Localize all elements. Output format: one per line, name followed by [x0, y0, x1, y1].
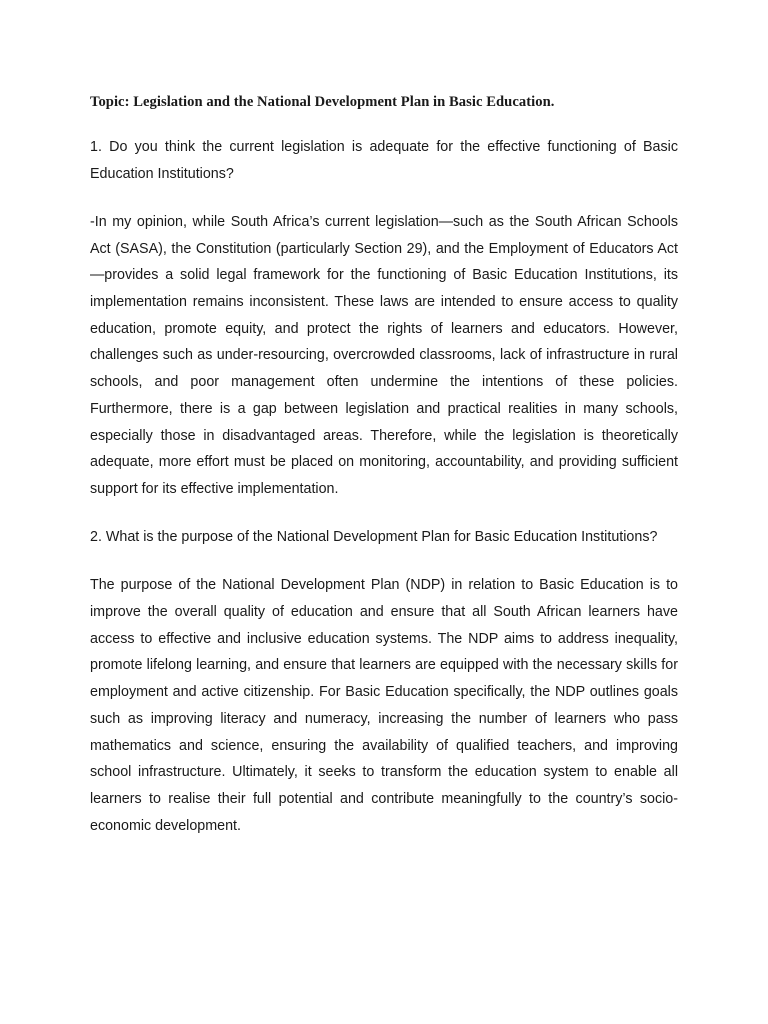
answer-1: -In my opinion, while South Africa’s current legislation—such as the South African Schools Act (SASA), the Constitution (particularly Section 29), and the Employment of Educators Act—provides a solid legal framework for the functioning of Basic Education Institutions, its implementation remains inconsistent. These laws are intended to ensure access to quality education, promote equity, and protect the rights of learners and educators. However, challenges such as under-resourcing, overcrowded classrooms, lack of infrastructure in rural schools, and poor management often undermine the intentions of these policies. Furthermore, there is a gap between legislation and practical realities in many schools, especially those in disadvantaged areas. Therefore, while the legislation is theoretically adequate, more effort must be placed on monitoring, accountability, and providing sufficient support for its effective implementation.	[90, 213, 678, 497]
document-body	[90, 91, 678, 861]
document-topic-heading: Topic: Legislation and the National Development Plan in Basic Education.	[90, 94, 555, 110]
question-2: 2. What is the purpose of the National Development Plan for Basic Education Institutions?	[90, 529, 658, 546]
question-1: 1. Do you think the current legislation is adequate for the effective functioning of Basic Education Institutions?	[90, 139, 678, 182]
answer-2: The purpose of the National Development Plan (NDP) in relation to Basic Education is to improve the overall quality of education and ensure that all South African learners have access to effective and inclusive education systems. The NDP aims to address inequality, promote lifelong learning, and ensure that learners are equipped with the necessary skills for employment and active citizenship. For Basic Education specifically, the NDP outlines goals such as improving literacy and numeracy, increasing the number of learners who pass mathematics and science, ensuring the availability of qualified teachers, and improving school infrastructure. Ultimately, it seeks to transform the education system to enable all learners to realise their full potential and contribute meaningfully to the country’s socio-economic development.	[90, 577, 678, 834]
